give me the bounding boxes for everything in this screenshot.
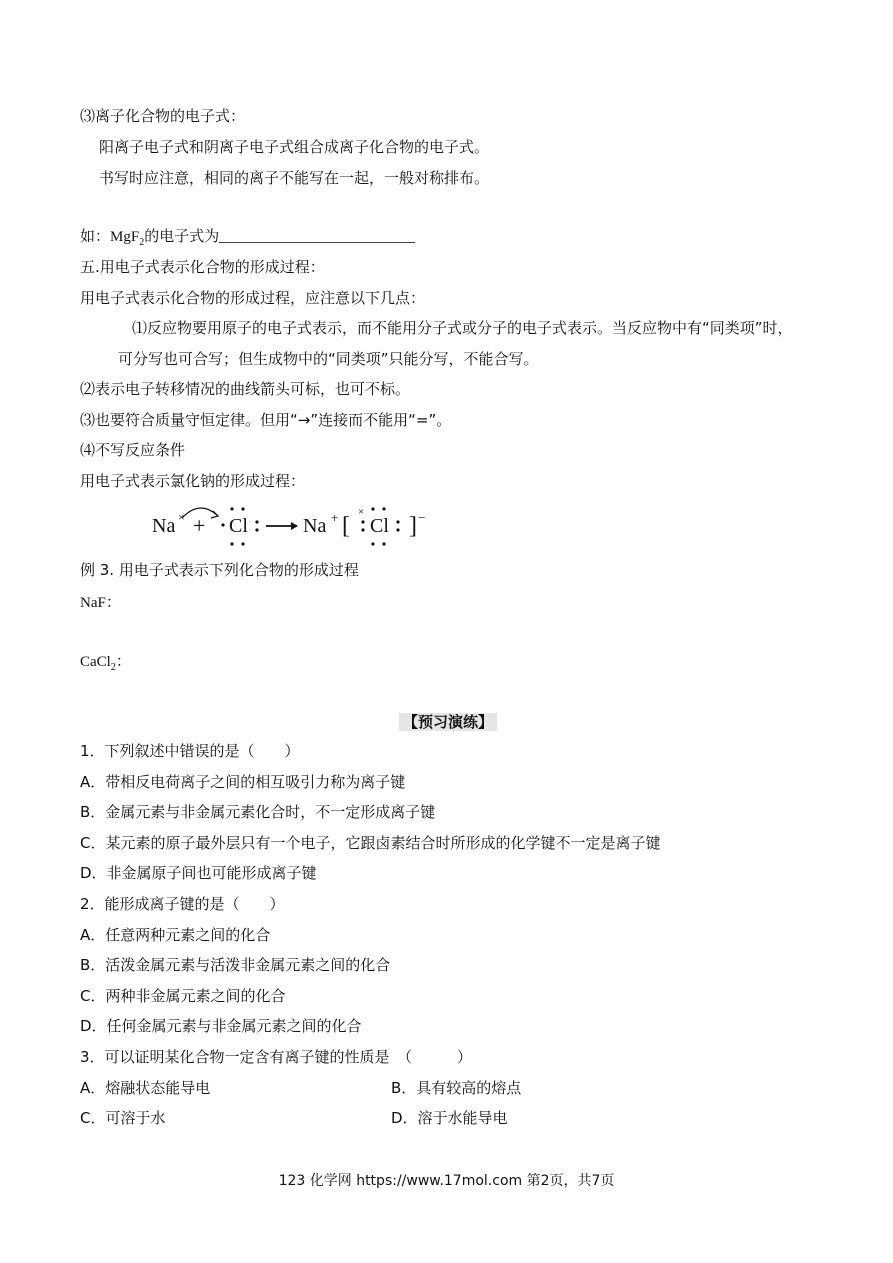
q2-option-a: A．任意两种元素之间的化合	[80, 926, 271, 944]
section5-point2: ⑵表示电子转移情况的曲线箭头可标，也可不标。	[80, 380, 411, 398]
section3-line2: 书写时应注意，相同的离子不能写在一起，一般对称排布。	[99, 169, 490, 187]
q1-option-c: C．某元素的原子最外层只有一个电子，它跟卤素结合时所形成的化学键不一定是离子键	[80, 834, 661, 852]
q3-option-c: C．可溶于水	[80, 1109, 166, 1127]
mgf2-prefix: 如：	[80, 227, 111, 245]
q2-option-d: D．任何金属元素与非金属元素之间的化合	[80, 1017, 362, 1035]
mgf2-subscript: 2	[139, 237, 145, 248]
q3-option-d: D．溶于水能导电	[391, 1109, 508, 1127]
section5-intro: 用电子式表示化合物的形成过程，应注意以下几点：	[80, 289, 426, 307]
practice-banner	[399, 712, 497, 732]
q3-option-b: B．具有较高的熔点	[391, 1079, 522, 1097]
transferred-electron: ×	[358, 506, 365, 518]
mgf2-example	[80, 226, 415, 253]
page-footer: 123 化学网 https://www.17mol.com 第2页，共7页	[278, 1173, 615, 1189]
q2-stem: 2．能形成离子键的是（ ）	[80, 895, 285, 913]
chloride-symbol: Cl	[370, 515, 389, 537]
practice-banner-label: 【预习演练】	[399, 713, 497, 731]
q3-option-a: A．熔融状态能导电	[80, 1079, 211, 1097]
cacl2-formula: CaCl	[80, 654, 111, 670]
cl-atom-symbol: Cl	[229, 515, 248, 537]
section5-point1-a: ⑴反应物要用原子的电子式表示，而不能用分子式或分子的电子式表示。当反应物中有“同类项”时，	[132, 319, 793, 337]
mgf2-answer-blank	[219, 228, 415, 243]
reaction-arrowhead-icon	[291, 522, 298, 530]
right-bracket: ]	[409, 513, 417, 539]
q1-option-d: D．非金属原子间也可能形成离子键	[80, 864, 317, 882]
plus-sign: +	[193, 513, 206, 538]
cacl2-subscript: 2	[110, 662, 116, 673]
mgf2-suffix: 的电子式为	[144, 227, 220, 245]
cacl2-label	[80, 651, 131, 678]
nacl-intro: 用电子式表示氯化钠的形成过程：	[80, 472, 306, 490]
q2-option-b: B．活泼金属元素与活泼非金属元素之间的化合	[80, 956, 391, 974]
section5-point4: ⑷不写反应条件	[80, 441, 186, 459]
mgf2-formula: MgF	[110, 229, 140, 245]
section3-heading: ⑶离子化合物的电子式：	[80, 107, 246, 125]
nacl-electron-formula	[146, 498, 446, 550]
q1-option-b: B．金属元素与非金属元素化合时，不一定形成离子键	[80, 803, 436, 821]
naf-label: NaF：	[80, 595, 121, 611]
na-ion-charge: +	[331, 510, 339, 525]
na-atom-symbol: Na	[152, 515, 176, 537]
q1-stem: 1．下列叙述中错误的是（ ）	[80, 742, 300, 760]
example3-title: 例 3. 用电子式表示下列化合物的形成过程	[80, 561, 359, 579]
na-valence-electron: ×	[178, 510, 185, 524]
q2-option-c: C．两种非金属元素之间的化合	[80, 987, 286, 1005]
na-ion-symbol: Na	[303, 515, 327, 537]
section3-line1: 阳离子电子式和阴离子电子式组合成离子化合物的电子式。	[99, 138, 490, 156]
section5-heading: 五.用电子式表示化合物的形成过程：	[80, 258, 325, 276]
q1-option-a: A．带相反电荷离子之间的相互吸引力称为离子键	[80, 773, 406, 791]
left-bracket: [	[342, 513, 350, 539]
section5-point3: ⑶也要符合质量守恒定律。但用“→”连接而不能用“=”。	[80, 411, 452, 429]
cacl2-colon: ：	[115, 652, 131, 670]
q3-stem: 3．可以证明某化合物一定含有离子键的性质是 （ ）	[80, 1048, 473, 1066]
chloride-charge: −	[418, 510, 426, 525]
section5-point1-b: 可分写也可合写；但生成物中的“同类项”只能分写，不能合写。	[118, 350, 539, 368]
